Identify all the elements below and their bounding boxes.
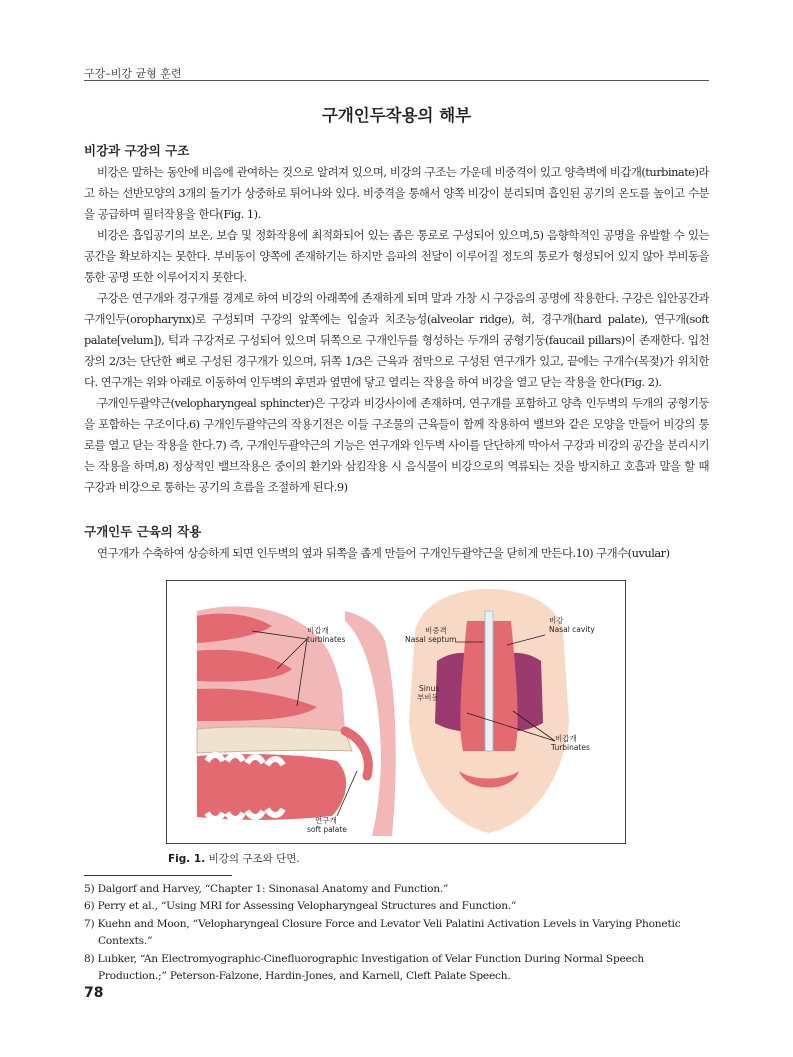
header-rule <box>84 80 709 81</box>
section-nasal-oral-structure <box>84 141 709 498</box>
nasal-anatomy-illustration <box>167 581 625 843</box>
label-septum-en: Nasal septum <box>405 635 457 644</box>
hard-palate <box>197 727 352 753</box>
label-cavity-en: Nasal cavity <box>549 625 595 634</box>
paragraph: 비강은 말하는 동안에 비음에 관여하는 것으로 알려져 있으며, 비강의 구조는 가운데 비중격이 있고 양측벽에 비갑개(turbinate)라고 하는 선반모양의 3개의 돌기가 상중하로 튀어나와 있다. 비중격을 통해서 양쪽 비강이 분리되며 흡인된 공기의 온도를 높이고 수분을 공급하며 필터작용을 한다(Fig. 1). <box>84 165 709 221</box>
footnote-rule <box>84 875 232 876</box>
footnote: 6) Perry et al., “Using MRI for Assessing Velopharyngeal Structures and Function.” <box>84 900 517 913</box>
page-number: 78 <box>84 985 104 1001</box>
label-soft-palate-ko: 연구개 <box>315 816 337 825</box>
label-septum-ko: 비중격 <box>425 626 447 635</box>
label-sinus-ko: 부비동 <box>417 693 439 702</box>
label-sinus-en: Sinus <box>419 684 440 693</box>
figure-caption <box>168 851 300 866</box>
section-heading: 비강과 구강의 구조 <box>84 143 190 158</box>
running-head: 구강–비강 균형 훈련 <box>84 67 182 80</box>
caption-label: Fig. 1. <box>168 853 206 865</box>
label-turbinates2-ko: 비갑개 <box>555 734 577 743</box>
footnote: 7) Kuehn and Moon, “Velopharyngeal Closure Force and Levator Veli Palatini Activation Levels in Varying Phonetic Contexts.” <box>84 917 681 948</box>
sagittal-section <box>197 606 396 836</box>
soft-palate-shape <box>345 731 368 776</box>
paragraph: 연구개가 수축하여 상승하게 되면 인두벽의 옆과 뒤쪽을 좁게 만들어 구개인두괄약근을 닫히게 만든다.10) 구개수(uvular) <box>97 546 670 560</box>
footnote: 8) Lubker, “An Electromyographic-Cinefluorographic Investigation of Velar Function During Normal Speech Production.;” Peterson-Falzone, Hardin-Jones, and Karnell, Cleft Palate Speech. <box>84 952 645 983</box>
label-turbinates-en: turbinates <box>307 635 346 644</box>
footnotes <box>84 881 709 985</box>
label-turbinates2-en: Turbinates <box>551 743 590 752</box>
label-cavity-ko: 비강 <box>549 616 564 625</box>
figure-1 <box>166 580 626 844</box>
paragraph: 구개인두괄약근(velopharyngeal sphincter)은 구강과 비강사이에 존재하며, 연구개를 포함하고 양측 인두벽의 두개의 궁형기둥을 포함하는 구조이다.6) 구개인두괄약근의 작용기전은 이들 구조물의 근육들이 함께 작용하여 밸브와 같은 모양을 만들어 비강의 통로를 열고 닫는 작용을 한다.7) 즉, 구개인두괄약근의 기능은 연구개와 인두벽 사이를 단단하게 막아서 구강과 비강의 공간을 분리시키는 작용을 하며,8) 정상적인 밸브작용은 중이의 환기와 삼킴작용 시 음식물이 비강으로의 역류되는 것을 방지하고 호흡과 말을 할 때 구강과 비강으로 통하는 공기의 흐름을 조절하게 된다.9) <box>84 396 709 494</box>
section-velopharyngeal-muscles <box>84 522 709 564</box>
nasal-septum-shape <box>485 611 493 751</box>
page-title: 구개인두작용의 해부 <box>321 106 472 125</box>
label-soft-palate-en: soft palate <box>307 825 347 834</box>
caption-text: 비강의 구조와 단면. <box>208 853 300 865</box>
label-turbinates-ko: 비갑개 <box>307 626 329 635</box>
paragraph: 구강은 연구개와 경구개를 경계로 하여 비강의 아래쪽에 존재하게 되며 말과 가창 시 구강음의 공명에 작용한다. 구강은 입안공간과 구개인두(oropharynx)로 구성되며 구강의 앞쪽에는 입술과 치조능성(alveolar ridge), 혀, 경구개(hard palate), 연구개(soft palate[velum]), 턱과 구강저로 구성되어 있으며 뒤쪽으로 구개인두를 형성하는 두개의 궁형기둥(faucail pillars)이 존재한다. 입천장의 2/3는 단단한 뼈로 구성된 경구개가 있으며, 뒤쪽 1/3은 근육과 점막으로 구성된 연구개가 있고, 끝에는 구개수(목젖)가 위치한다. 연구개는 위와 아래로 이동하여 인두벽의 후면과 옆면에 닿고 열리는 작용을 하여 비강을 열고 닫는 작용을 한다(Fig. 2). <box>84 291 709 389</box>
section-heading: 구개인두 근육의 작용 <box>84 524 202 539</box>
footnote: 5) Dalgorf and Harvey, “Chapter 1: Sinonasal Anatomy and Function.” <box>84 883 449 895</box>
frontal-section <box>405 589 595 833</box>
pharynx-wall <box>345 611 396 836</box>
paragraph: 비강은 흡입공기의 보온, 보습 및 정화작용에 최적화되어 있는 좁은 통로로 구성되어 있으며,5) 음향학적인 공명을 유발할 수 있는 공간을 확보하지는 못한다. 부비동이 양쪽에 존재하기는 하지만 음파의 전달이 이루어질 정도의 통로가 형성되어 있지 않아 부비동을 통한 공명 또한 이루어지지 못한다. <box>84 228 709 284</box>
